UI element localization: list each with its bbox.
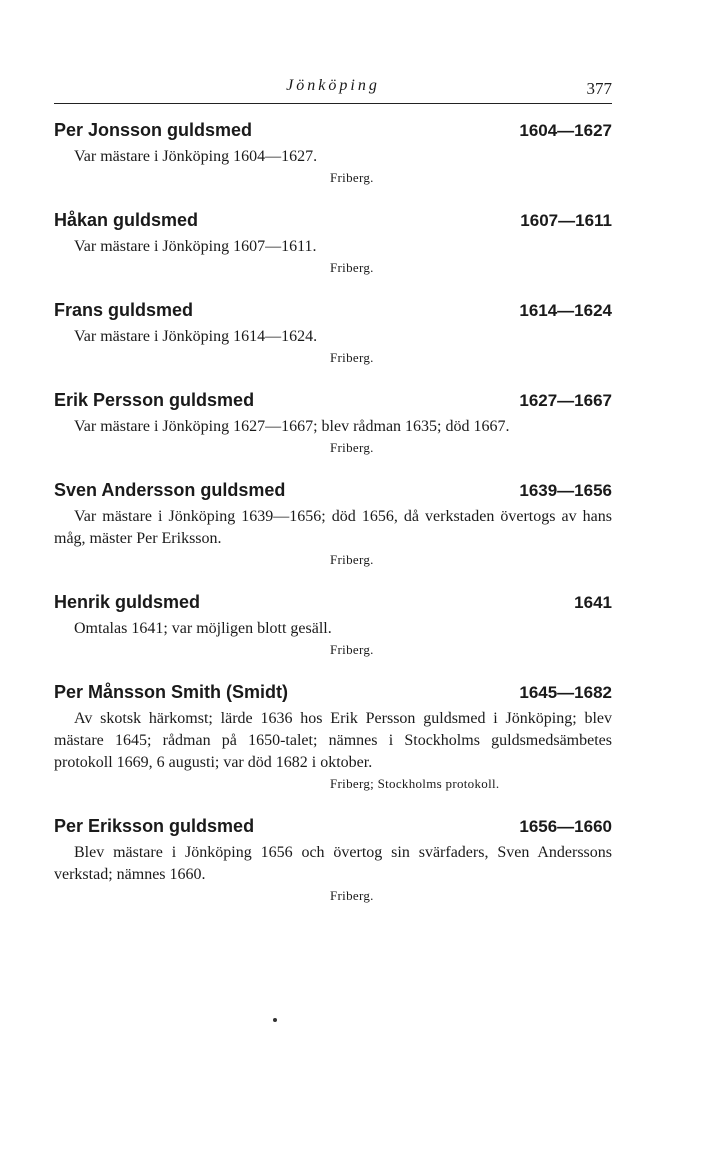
page-number: 377 — [586, 79, 612, 98]
entry-source: Friberg. — [330, 260, 374, 275]
entry-name: Erik Persson guldsmed — [54, 390, 255, 410]
entry-years: 1656—1660 — [519, 817, 612, 836]
entry-name: Per Jonsson guldsmed — [54, 120, 253, 140]
entry-source: Friberg. — [330, 888, 374, 903]
ink-dot-mark — [273, 1018, 277, 1022]
entry-text: Var mästare i Jönköping 1627—1667; blev rådman 1635; död 1667. — [74, 418, 510, 435]
entry-text: Var mästare i Jönköping 1604—1627. — [74, 148, 318, 165]
entry-heading — [54, 816, 612, 842]
entry — [54, 480, 612, 570]
entry-years: 1639—1656 — [519, 481, 612, 500]
entry-source: Friberg. — [330, 170, 374, 185]
entry-list — [54, 120, 612, 928]
book-page — [54, 0, 612, 1149]
entry — [54, 390, 612, 458]
entry-name: Frans guldsmed — [54, 300, 194, 320]
entry-source: Friberg. — [330, 350, 374, 365]
entry — [54, 120, 612, 188]
entry-heading — [54, 480, 612, 506]
running-title: Jönköping — [286, 77, 380, 94]
entry-name: Håkan guldsmed — [54, 210, 199, 230]
entry-name: Per Månsson Smith (Smidt) — [54, 682, 289, 702]
entry-heading — [54, 300, 612, 326]
entry-years: 1627—1667 — [519, 391, 612, 410]
entry — [54, 682, 612, 794]
running-header — [54, 75, 612, 104]
entry — [54, 210, 612, 278]
entry-name: Sven Andersson guldsmed — [54, 480, 286, 500]
entry-heading — [54, 682, 612, 708]
entry-years: 1641 — [574, 593, 612, 612]
entry-source: Friberg; Stockholms protokoll. — [330, 776, 500, 791]
entry-name: Henrik guldsmed — [54, 592, 201, 612]
entry-name: Per Eriksson guldsmed — [54, 816, 255, 836]
entry-text: Var mästare i Jönköping 1607—1611. — [74, 238, 317, 255]
entry-heading — [54, 210, 612, 236]
entry-years: 1607—1611 — [520, 211, 612, 230]
entry-text: Var mästare i Jönköping 1614—1624. — [74, 328, 318, 345]
entry-text: Omtalas 1641; var möjligen blott gesäll. — [74, 620, 332, 637]
entry-heading — [54, 390, 612, 416]
entry-text: Blev mästare i Jönköping 1656 och övertog sin svärfaders, Sven Anderssons verkstad; nämnes 1660. — [54, 844, 612, 883]
entry — [54, 816, 612, 906]
entry-text: Av skotsk härkomst; lärde 1636 hos Erik Persson guldsmed i Jönköping; blev mästare 1645; rådman på 1650-talet; nämnes i Stockholms guldsmedsämbetes protokoll 1669, 6 augusti; var död 1682 i oktober. — [54, 710, 612, 771]
entry — [54, 300, 612, 368]
entry — [54, 592, 612, 660]
entry-heading — [54, 120, 612, 146]
entry-source: Friberg. — [330, 642, 374, 657]
entry-heading — [54, 592, 612, 618]
entry-years: 1645—1682 — [519, 683, 612, 702]
entry-years: 1604—1627 — [519, 121, 612, 140]
entry-text: Var mästare i Jönköping 1639—1656; död 1656, då verkstaden övertogs av hans måg, mäster Per Eriksson. — [54, 508, 612, 547]
entry-source: Friberg. — [330, 440, 374, 455]
entry-years: 1614—1624 — [519, 301, 612, 320]
entry-source: Friberg. — [330, 552, 374, 567]
